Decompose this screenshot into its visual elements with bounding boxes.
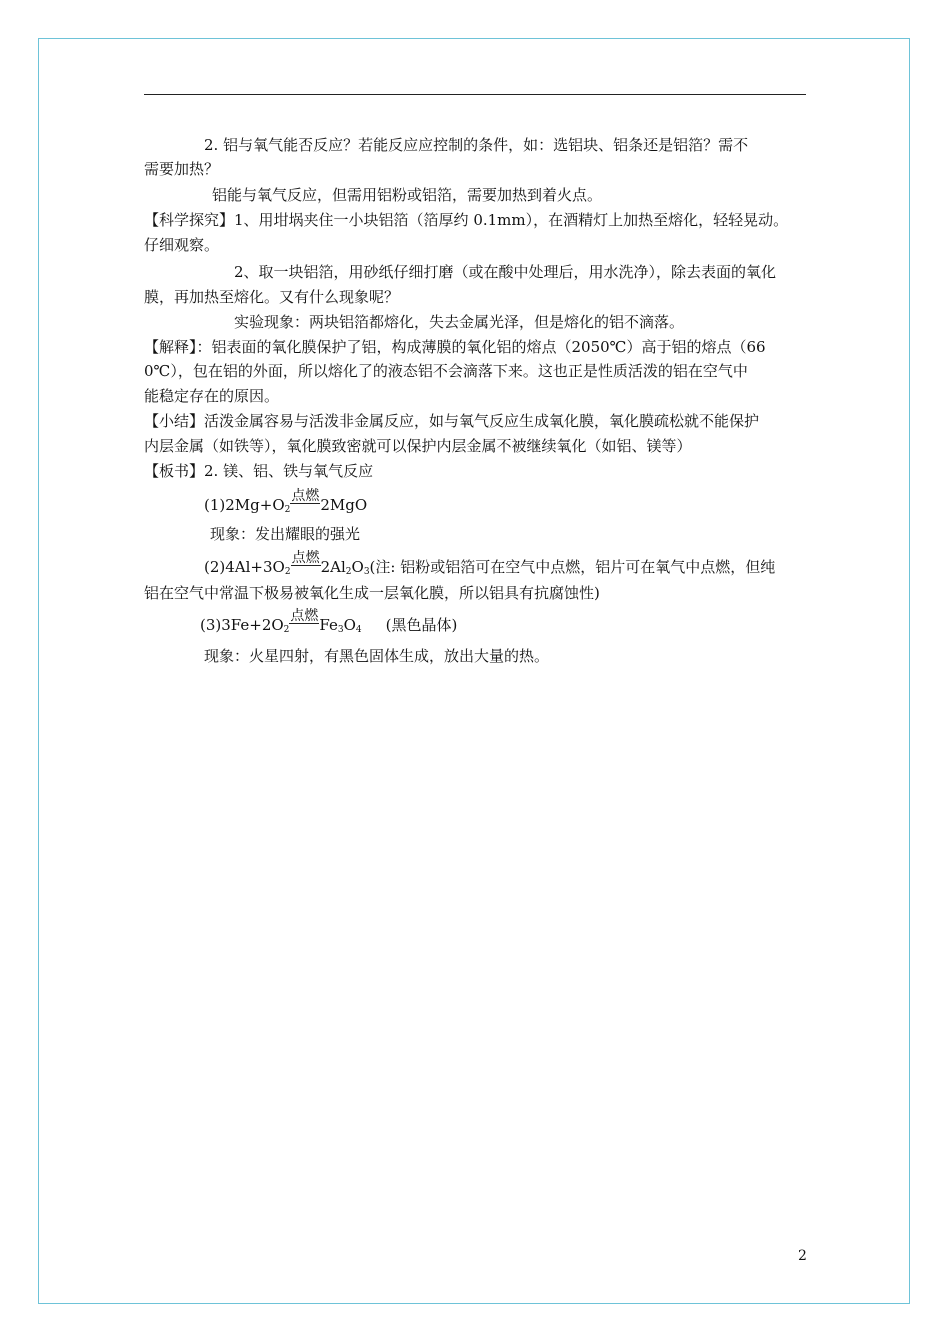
- equation-fe: [200, 608, 458, 636]
- text-line: 能稳定存在的原因。: [144, 387, 280, 405]
- equation-note: (注: 铝粉或铝箔可在空气中点燃，铝片可在氧气中点燃，但纯: [369, 558, 776, 576]
- subscript: 4: [355, 625, 362, 635]
- equation-mg: [204, 488, 368, 516]
- equation-reactants: (1)2Mg+O: [204, 496, 285, 514]
- text-line: 0℃），包在铝的外面，所以熔化了的液态铝不会滴落下来。这也正是性质活泼的铝在空气中: [144, 362, 748, 380]
- page-number: 2: [798, 1248, 807, 1264]
- text-line: 现象：发出耀眼的强光: [210, 525, 361, 543]
- subscript: 3: [363, 567, 370, 577]
- text-line: 【解释】：铝表面的氧化膜保护了铝，构成薄膜的氧化铝的熔点（2050℃）高于铝的熔点（66: [144, 338, 766, 356]
- equation-products: Fe: [319, 616, 338, 634]
- reaction-condition: 点燃: [291, 488, 320, 504]
- text-line: 膜，再加热至熔化。又有什么现象呢？: [144, 288, 400, 306]
- equation-products: O: [351, 558, 364, 576]
- subscript: 2: [283, 625, 290, 635]
- text-line: 现象：火星四射，有黑色固体生成，放出大量的热。: [204, 647, 550, 665]
- equation-products: O: [343, 616, 356, 634]
- subscript: 2: [284, 567, 291, 577]
- text-line: 仔细观察。: [144, 236, 220, 254]
- header-rule: [144, 94, 806, 95]
- equation-note: (黑色晶体): [385, 616, 458, 634]
- text-line: 铝在空气中常温下极易被氧化生成一层氧化膜，所以铝具有抗腐蚀性): [144, 584, 600, 602]
- text-line: 内层金属（如铁等），氧化膜致密就可以保护内层金属不被继续氧化（如铝、镁等）: [144, 437, 692, 455]
- equation-products: 2MgO: [320, 496, 368, 514]
- text-line: 【小结】活泼金属容易与活泼非金属反应，如与氧气反应生成氧化膜，氧化膜疏松就不能保护: [144, 412, 760, 430]
- equation-reactants: (2)4Al+3O: [204, 558, 285, 576]
- text-line: 2. 铝与氧气能否反应？若能反应应控制的条件，如：选铝块、铝条还是铝箔？需不: [204, 136, 749, 154]
- subscript: 3: [337, 625, 344, 635]
- text-line: 【板书】2. 镁、铝、铁与氧气反应: [144, 462, 374, 480]
- text-line: 铝能与氧气反应，但需用铝粉或铝箔，需要加热到着火点。: [212, 186, 603, 204]
- equation-reactants: (3)3Fe+2O: [200, 616, 284, 634]
- equation-products: 2Al: [320, 558, 346, 576]
- reaction-condition: 点燃: [291, 550, 320, 566]
- subscript: 2: [345, 567, 352, 577]
- reaction-condition: 点燃: [290, 608, 319, 624]
- subscript: 2: [284, 505, 291, 515]
- text-line: 实验现象：两块铝箔都熔化，失去金属光泽，但是熔化的铝不滴落。: [234, 313, 685, 331]
- equation-al: [204, 550, 776, 578]
- text-line: 2、取一块铝箔，用砂纸仔细打磨（或在酸中处理后，用水洗净），除去表面的氧化: [234, 263, 777, 281]
- text-line: 需要加热？: [144, 160, 220, 178]
- text-line: 【科学探究】1、用坩埚夹住一小块铝箔（箔厚约 0.1mm），在酒精灯上加热至熔化，轻轻晃动。: [144, 211, 789, 229]
